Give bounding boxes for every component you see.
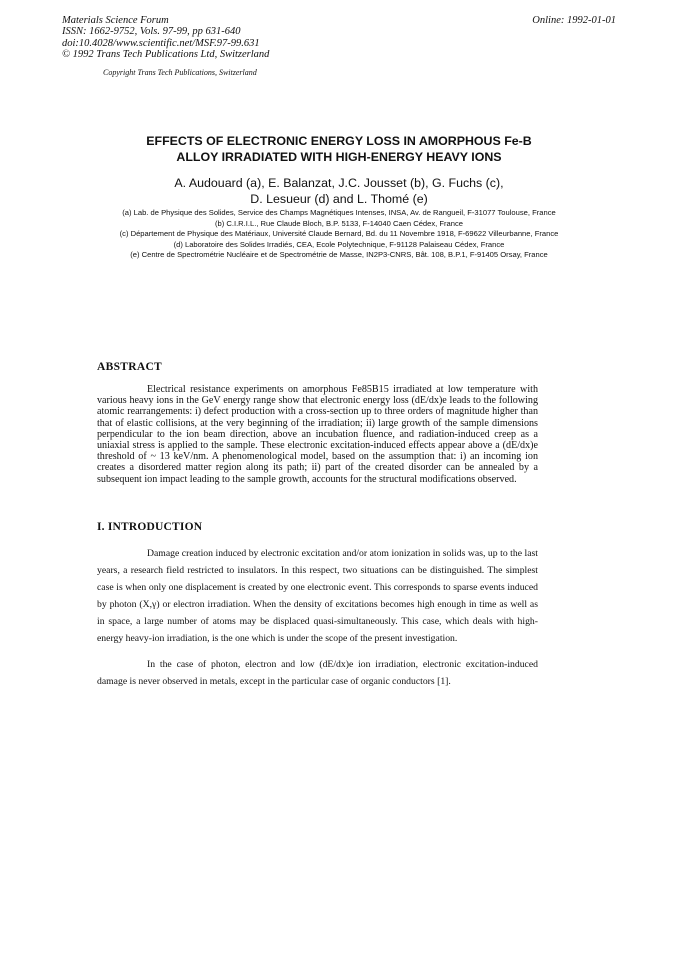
online-date: Online: 1992-01-01: [532, 15, 616, 26]
copyright-small: Copyright Trans Tech Publications, Switzerland: [103, 68, 257, 77]
abstract-heading: ABSTRACT: [97, 361, 163, 373]
authors-line-1: A. Audouard (a), E. Balanzat, J.C. Jousset (b), G. Fuchs (c),: [174, 176, 504, 190]
authors-line-2: D. Lesueur (d) and L. Thomé (e): [250, 191, 428, 206]
title-line-2: ALLOY IRRADIATED WITH HIGH-ENERGY HEAVY IONS: [176, 150, 502, 164]
issn-line: ISSN: 1662-9752, Vols. 97-99, pp 631-640: [62, 26, 241, 38]
affiliation-c: (c) Département de Physique des Matériaux, Université Claude Bernard, Bd. du 11 Novembre 1918, F-69622 Villeurbanne, France: [119, 229, 559, 239]
paper-title: [80, 133, 598, 165]
journal-name: Materials Science Forum: [62, 15, 169, 26]
introduction-heading: I. INTRODUCTION: [97, 521, 203, 533]
affiliation-e: (e) Centre de Spectrométrie Nucléaire et de Spectrométrie de Masse, IN2P3-CNRS, Bât. 108, B.P.1, F-91405 Orsay, France: [130, 250, 548, 260]
affiliation-b: (b) C.I.R.I.L., Rue Claude Bloch, B.P. 5133, F-14040 Caen Cédex, France: [214, 218, 464, 228]
title-line-1: EFFECTS OF ELECTRONIC ENERGY LOSS IN AMORPHOUS Fe-B: [146, 134, 532, 148]
journal-metadata: [62, 15, 269, 61]
doi-link[interactable]: doi:10.4028/www.scientific.net/MSF.97-99.631: [62, 37, 260, 49]
introduction-paragraph-1: Damage creation induced by electronic excitation and/or atom ionization in solids was, up to the last years, a research field restricted to insulators. In this respect, two situations can be distinguished. The simplest case is when only one displacement is created by one electronic event. This corresponds to sparse events induced by photon (X,γ) or electron irradiation. When the density of excitations becomes high enough in time as well as in space, a large number of atoms may be displaced quasi-simultaneously. This case, which deals with high-energy heavy-ion irradiation, is the one which is under the scope of the present investigation.: [97, 548, 538, 644]
abstract-text: Electrical resistance experiments on amorphous Fe85B15 irradiated at low temperature with various heavy ions in the GeV energy range show that electronic energy loss (dE/dx)e leads to the following atomic rearrangements: i) defect production with a cross-section up to three orders of magnitude higher than that of elastic collisions, at the very beginning of the irradiation; ii) large growth of the sample dimensions perpendicular to the ion beam direction, above an incubation fluence, and radiation-induced creep as a uniaxial stress is applied to the sample. These electronic excitation-induced effects appear above a (dE/dx)e threshold of ~ 13 keV/nm. A phenomenological model, based on the assumption that: i) an incoming ion creates a disordered matter region along its path; ii) part of the created disorder can be annealed by a subsequent ion impact leading to the sample growth, accounts for the structural modifications observed.: [97, 384, 538, 485]
author-list: [80, 176, 598, 207]
affiliation-a: (a) Lab. de Physique des Solides, Service des Champs Magnétiques Intenses, INSA, Av. de Rangueil, F-31077 Toulouse, France: [122, 208, 556, 217]
affiliation-d: (d) Laboratoire des Solides Irradiés, CEA, Ecole Polytechnique, F-91128 Palaiseau Cédex, France: [173, 239, 505, 249]
affiliations: [100, 208, 578, 261]
copyright-line: © 1992 Trans Tech Publications Ltd, Switzerland: [62, 49, 270, 61]
introduction-paragraph-2: In the case of photon, electron and low (dE/dx)e ion irradiation, electronic excitation-induced damage is never observed in metals, except in the particular case of organic conductors [1].: [97, 659, 538, 687]
